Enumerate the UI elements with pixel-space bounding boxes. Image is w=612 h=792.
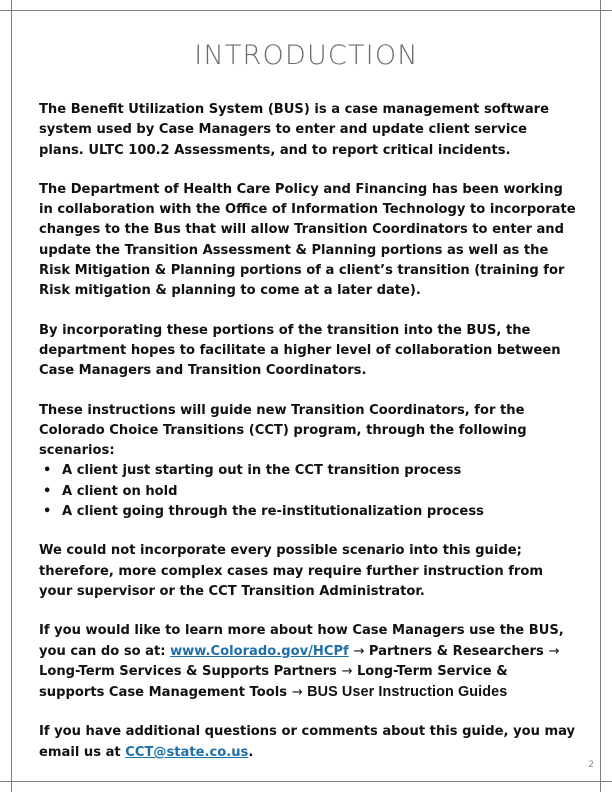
- paragraph-scenarios-intro: These instructions will guide new Transition Coordinators, for the Colorado Choice Transitions (CCT) program, through the following scenarios:: [39, 402, 527, 459]
- cct-email-link[interactable]: CCT@state.co.us: [125, 744, 249, 760]
- breadcrumb-ltss-partners: Long-Term Services & Supports Partners: [39, 663, 342, 679]
- learn-more-lead-continued: use the BUS, you can do so at:: [39, 623, 564, 659]
- case-managers-emphasis: Case Managers: [352, 623, 465, 639]
- arrow-right-icon: →: [548, 643, 560, 659]
- document-body: [39, 100, 576, 782]
- arrow-right-icon: →: [353, 643, 365, 659]
- paragraph-collaboration: By incorporating these portions of the transition into the BUS, the department hopes to facilitate a higher level of collaboration between Case Managers and Transition Coordinators.: [39, 322, 561, 379]
- page-border-right: [600, 0, 601, 792]
- bullet-icon: •: [43, 504, 52, 520]
- arrow-right-icon: →: [291, 685, 303, 701]
- list-item: [39, 482, 576, 502]
- breadcrumb-bus-user-instruction-guides: BUS User Instruction Guides: [307, 684, 508, 701]
- paragraph-overview: The Benefit Utilization System (BUS) is a case management software system used by Case Managers to enter and update client service plans. ULTC 100.2 Assessments, and to report critical incidents.: [39, 102, 550, 158]
- list-item: [39, 502, 576, 522]
- list-item-label: A client on hold: [62, 483, 178, 499]
- paragraph-complex-cases: We could not incorporate every possible scenario into this guide; therefore, more complex cases may require further instruction from your supervisor or the CCT Transition Administrator.: [39, 543, 544, 599]
- colorado-hcpf-link[interactable]: www.Colorado.gov/HCPf: [170, 643, 349, 659]
- page-number: 2: [588, 760, 594, 770]
- page-border-top: [0, 10, 612, 11]
- breadcrumb-partners-researchers: Partners & Researchers: [364, 643, 549, 659]
- breadcrumb-case-management-tools: Long-Term Service & supports Case Management Tools: [39, 663, 508, 701]
- paragraph-contact: [39, 722, 576, 763]
- page-title: INTRODUCTION: [194, 40, 419, 71]
- contact-lead: If you have additional questions or comments about this guide, you may email us at: [39, 724, 576, 760]
- scenario-list: [39, 461, 576, 522]
- arrow-right-icon: →: [341, 663, 353, 679]
- bullet-icon: •: [43, 483, 52, 499]
- list-item-label: A client going through the re-institutionalization process: [62, 504, 484, 520]
- bullet-icon: •: [43, 463, 52, 479]
- learn-more-lead: If you would like to learn more about how: [39, 623, 353, 639]
- paragraph-department: The Department of Health Care Policy and Financing has been working in collaboration with the Office of Information Technology to incorporate changes to the Bus that will allow Transition Coordinators to enter and update the Transition Assessment & Planning portions as well as the Risk Mitigation & Planning portions of a client’s transition (training for Risk mitigation & planning to come at a later date).: [39, 181, 576, 299]
- paragraph-learn-more: [39, 621, 576, 703]
- contact-trailing-period: .: [248, 744, 254, 760]
- list-item-label: A client just starting out in the CCT transition process: [62, 463, 462, 479]
- page-border-left: [11, 0, 12, 792]
- list-item: [39, 461, 576, 481]
